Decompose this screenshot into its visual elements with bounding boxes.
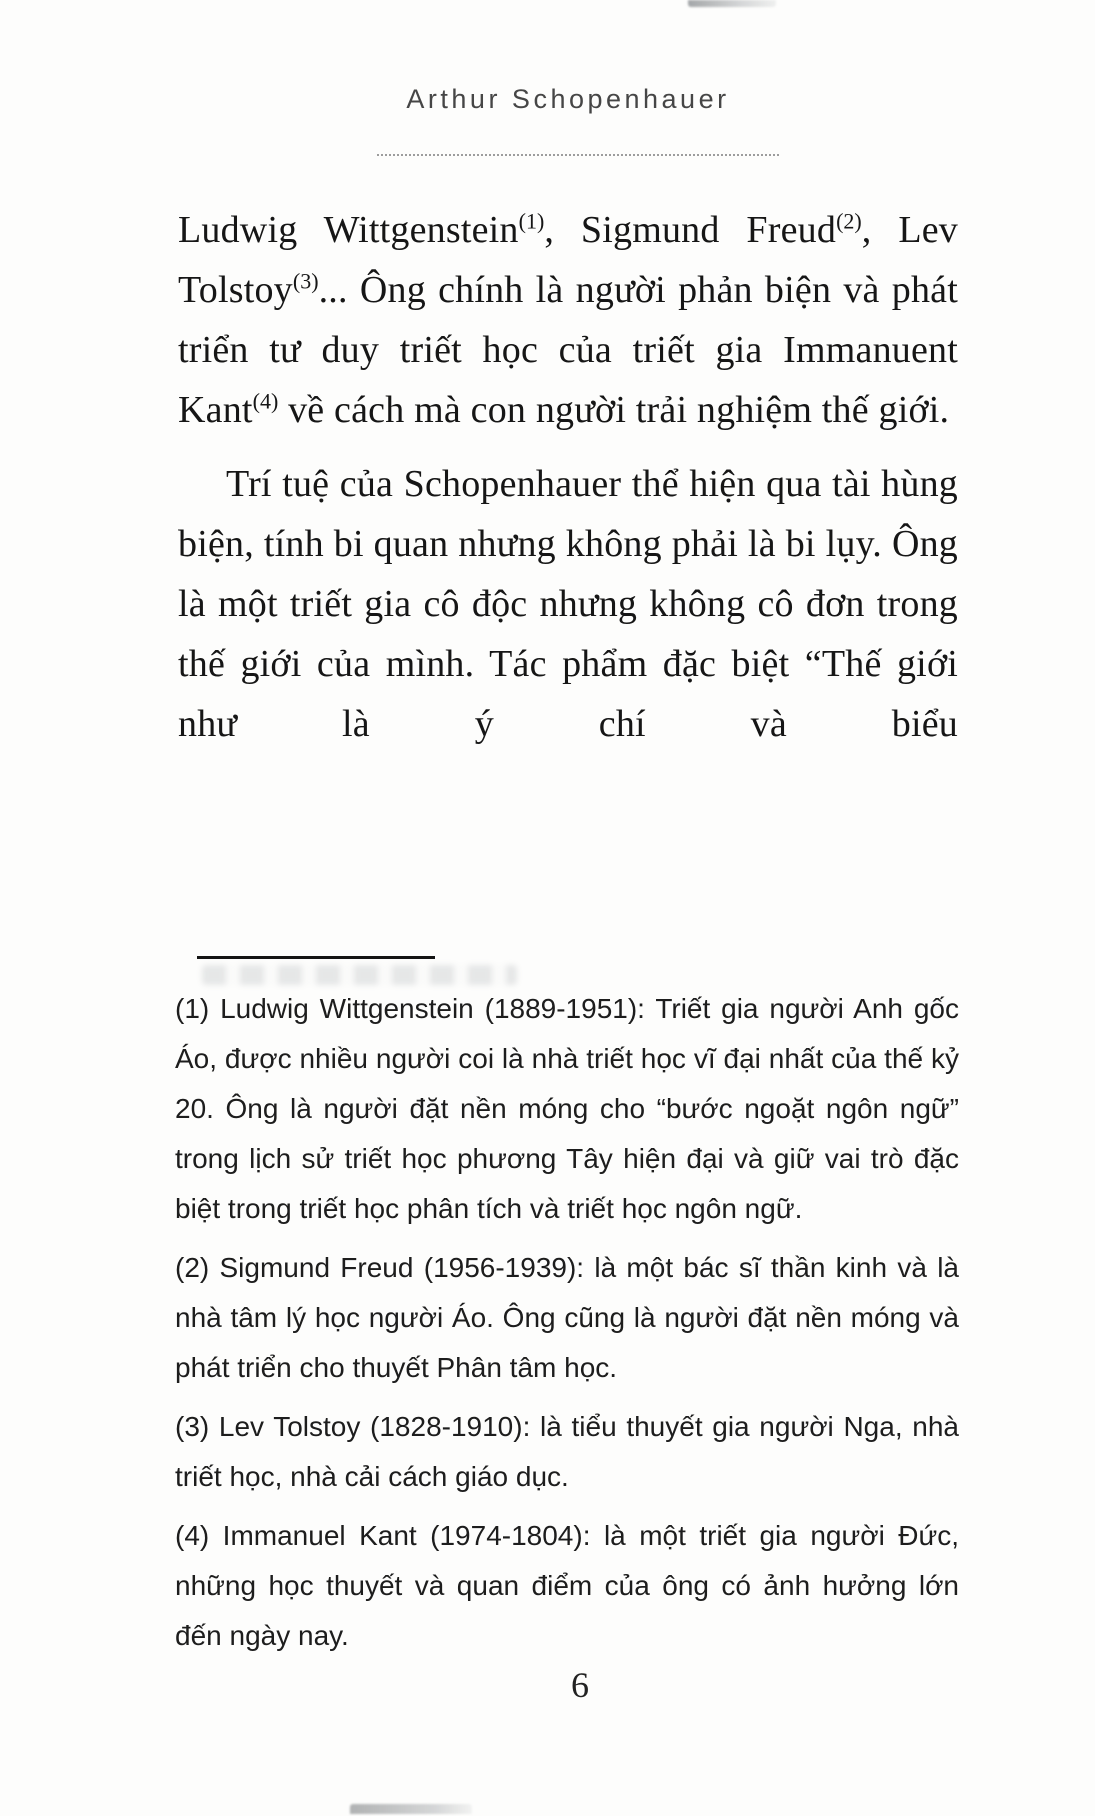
footnote-item: (4) Immanuel Kant (1974-1804): là một triết gia người Đức, những học thuyết và quan điểm của ông có ảnh hưởng lớn đến ngày nay. — [175, 1520, 959, 1651]
header-dotted-rule — [377, 154, 779, 156]
paragraph: Trí tuệ của Schopenhauer thể hiện qua tài hùng biện, tính bi quan nhưng không phải là bi lụy. Ông là một triết gia cô độc nhưng không cô đơn trong thế giới của mình. Tác phẩm đặc biệt “Thế giới như là ý chí và biểu — [178, 463, 958, 745]
scan-artifact-bottom — [350, 1804, 472, 1814]
footnote-item: (1) Ludwig Wittgenstein (1889-1951): Triết gia người Anh gốc Áo, được nhiều người coi là nhà triết học vĩ đại nhất của thế kỷ 20. Ông là người đặt nền móng cho “bước ngoặt ngôn ngữ” trong lịch sử triết học phương Tây hiện đại và giữ vai trò đặc biệt trong triết học phân tích và triết học ngôn ngữ. — [175, 993, 959, 1224]
footnotes-section — [175, 984, 959, 1661]
footnote-ref: (2) — [836, 208, 862, 234]
footnote-ref: (1) — [518, 208, 545, 234]
scan-artifact-top — [688, 0, 776, 7]
footnote-separator-rule — [197, 956, 435, 959]
running-header: Arthur Schopenhauer — [406, 84, 730, 114]
paragraph: Ludwig Wittgenstein$^{(1)}$, Sigmund Freud$^{(2)}$, Lev Tolstoy$^{(3)}$... Ông chính là người phản biện và phát triển tư duy triết học của triết gia Immanuent Kant$^{(4)}$ về cách mà con người trải nghiệm thế giới. — [178, 208, 958, 431]
footnote-item: (2) Sigmund Freud (1956-1939): là một bác sĩ thần kinh và là nhà tâm lý học người Áo. Ông cũng là người đặt nền móng và phát triển cho thuyết Phân tâm học. — [175, 1252, 959, 1383]
ink-bleed-smudge — [202, 965, 517, 985]
footnote-ref: (4) — [252, 388, 279, 414]
page-number: 6 — [571, 1665, 589, 1705]
body-text — [178, 200, 958, 754]
footnote-item: (3) Lev Tolstoy (1828-1910): là tiểu thuyết gia người Nga, nhà triết học, nhà cải cách giáo dục. — [175, 1411, 959, 1492]
footnote-ref: (3) — [292, 268, 319, 294]
